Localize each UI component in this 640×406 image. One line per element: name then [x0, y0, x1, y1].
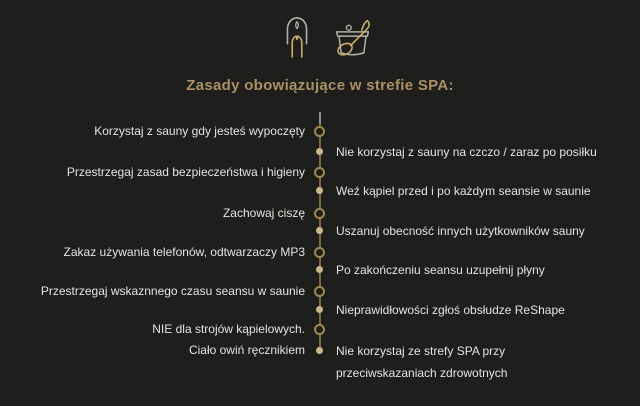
- rule-left-2: [67, 162, 305, 183]
- page-title: Zasady obowiązujące w strefie SPA:: [186, 77, 454, 94]
- timeline-ring: [314, 126, 325, 137]
- timeline-ring: [314, 247, 325, 258]
- rule-text: Zachowaj ciszę: [222, 206, 305, 220]
- rule-text: Nie korzystaj z sauny na czczo / zaraz po posiłku: [336, 145, 597, 159]
- rule-text: Zakaz używania telefonów, odtwarzaczy MP3: [63, 245, 305, 259]
- rule-text: Po zakończeniu seansu uzupełnij płyny: [336, 263, 545, 277]
- rule-text-2: przeciwskazaniach zdrowotnych: [336, 366, 508, 380]
- timeline-line-top: [319, 112, 321, 124]
- timeline-ring: [314, 286, 325, 297]
- rule-right-2: [336, 181, 591, 202]
- timeline-ring: [314, 324, 325, 335]
- timeline-ring: [314, 208, 325, 219]
- timeline-line: [319, 124, 321, 352]
- rule-text: Nieprawidłowości zgłoś obsłudze ReShape: [336, 303, 565, 317]
- rule-right-1: [336, 142, 597, 163]
- rule-left-6: [152, 319, 305, 361]
- rule-text: Korzystaj z sauny gdy jesteś wypoczęty: [94, 124, 305, 138]
- rule-text: Przestrzegaj wskaznnego czasu seansu w saunie: [40, 284, 305, 298]
- timeline-dot: [316, 347, 323, 354]
- rule-text: Uszanuj obecność innych użytkowników sauny: [336, 224, 585, 238]
- person-in-robe-icon: [281, 16, 313, 58]
- rule-right-6: [336, 340, 507, 384]
- timeline-dot: [316, 306, 323, 313]
- timeline-dot: [316, 148, 323, 155]
- rule-left-3: [223, 203, 305, 224]
- timeline-ring: [314, 167, 325, 178]
- header-icons: [8, 16, 640, 58]
- rule-text-2: Ciało owiń ręcznikiem: [188, 343, 305, 357]
- rule-left-4: [64, 242, 305, 263]
- timeline-dot: [316, 227, 323, 234]
- rule-text: Weź kąpiel przed i po każdym seansie w saunie: [336, 184, 591, 198]
- timeline-dot: [316, 266, 323, 273]
- rule-text: Przestrzegaj zasad bezpieczeństwa i higieny: [66, 165, 305, 179]
- rule-right-5: [336, 300, 565, 321]
- rule-left-5: [41, 281, 305, 302]
- rule-right-4: [336, 260, 545, 281]
- sauna-bucket-ladle-icon: [329, 17, 376, 58]
- rule-right-3: [336, 221, 585, 242]
- rule-text: NIE dla strojów kąpielowych.: [152, 322, 305, 336]
- rule-text: Nie korzystaj ze strefy SPA przy: [336, 344, 506, 358]
- rule-left-1: [94, 121, 305, 142]
- timeline-dot: [316, 187, 323, 194]
